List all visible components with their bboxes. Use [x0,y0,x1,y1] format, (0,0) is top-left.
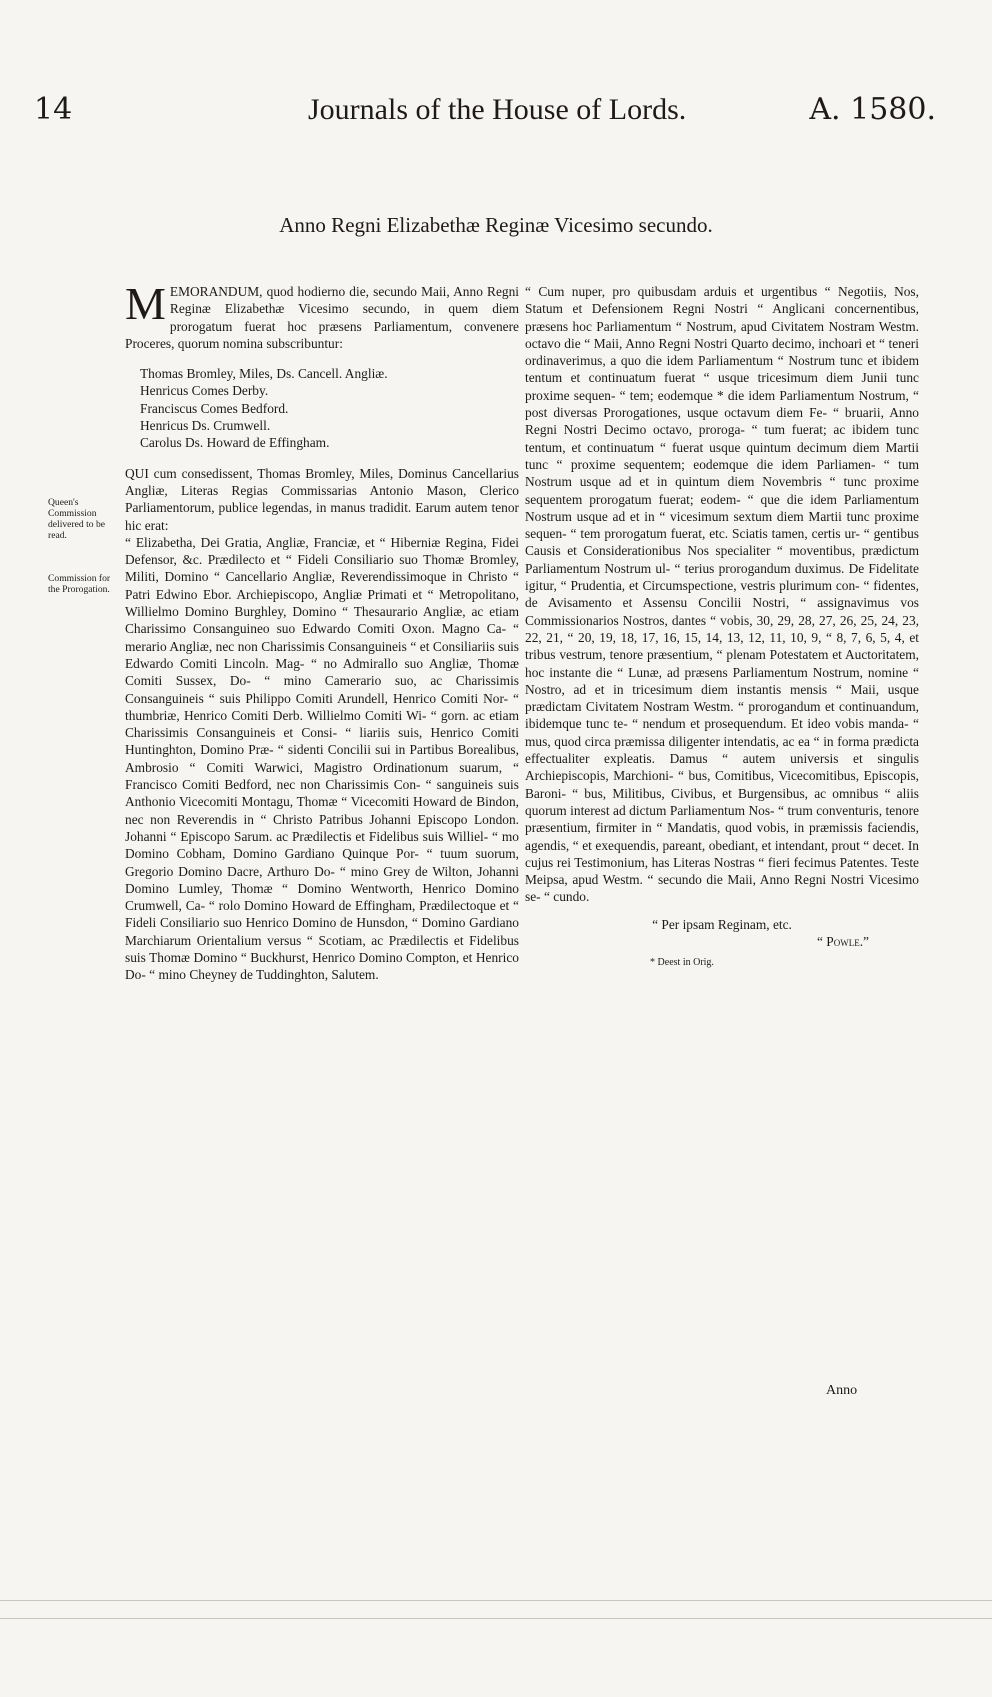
attendee-name: Franciscus Comes Bedford. [140,400,289,416]
qui-paragraph: QUI cum consedissent, Thomas Bromley, Miles, Dominus Cancellarius Angliæ, Literas Regias Commissarias Antonio Mason, Clerico Parliamentorum, publice legendas, in manus tradidit. Earum autem tenor hic erat: [125,465,519,533]
memorandum-paragraph [125,278,519,352]
section-heading: Anno Regni Elizabethæ Reginæ Vicesimo secundo. [279,213,713,237]
attendee-name: Thomas Bromley, Miles, Ds. Cancell. Angliæ. [140,366,388,382]
page-number: 14 [34,92,73,127]
running-title: Journals of the House of Lords. [308,93,687,126]
attendee-name: Carolus Ds. Howard de Effingham. [140,435,330,451]
right-column [525,283,919,972]
signature-line: “ Per ipsam Reginam, etc. [652,916,792,932]
left-column [125,278,519,984]
signature-name: “ Powle.” [816,933,869,949]
page-edge-rule [0,1618,992,1619]
memorandum-text: EMORANDUM, quod hodierno die, secundo Maii, Anno Regni Reginæ Elizabethæ Vicesimo secundo, in quem diem prorogatum fuerat hoc præsens Parliamentum, convenere Proceres, quorum nomina subscribuntur: [125,284,519,351]
page-edge-rule [0,1600,992,1601]
catchword: Anno [826,1383,858,1398]
margin-note-commission-read: Queen's Commission delivered to be read. [48,497,106,541]
footnote: * Deest in Orig. [650,957,714,969]
drop-cap: M [125,278,166,329]
attendee-name: Henricus Comes Derby. [140,383,269,399]
margin-note-commission-prorogation: Commission for the Prorogation. [48,573,111,595]
commission-text-right: “ Cum nuper, pro quibusdam arduis et urgentibus “ Negotiis, Nos, Statum et Defensionem Regni Nostri “ Anglicani concernentibus, præsens hoc Parliamentum “ Nostrum, apud Civitatem Nostram Westm. octavo die “ Maii, Anno Regni Nostri Quarto decimo, inchoari et “ teneri ordinaverimus, a quo die idem Parliamentum “ Nostrum tunc et ibidem tentum et continuatum fuerat “ usque tricesimum diem Junii tunc proxime sequen- “ tem; eodemque * die idem Parliamentum Nostrum, “ post diversas Prorogationes, usque octavum diem Fe- “ bruarii, Anno Regni Nostri Decimo octavo, proroga- “ tum fuerat; ac ibidem tunc tentum, et continuatum “ fuerat usque quintum decimum diem Martii tunc “ proxime sequentem; eodemque die idem Parliamen- “ tum Nostrum usque ad et in quintum diem Novembris “ tunc proxime sequentem prorogatum fuerat; eodem- “ que die idem Parliamentum Nostrum usque ad et in “ vicesimum sextum diem Martii tunc proxime sequen- “ tem prorogatum fuerat, etc. Sciatis tamen, certis ur- “ gentibus Causis et Considerationibus Nos specialiter “ moventibus, prædictum Parliamentum Nostrum ul- “ terius prorogandum duximus. De Fidelitate igitur, “ Prudentia, et Circumspectione, vestris plurimum con- “ fidentes, de Avisamento et Assensu Concilii Nostri, “ assignavimus vos Commissionarios Nostros, dantes “ vobis, 30, 29, 28, 27, 26, 25, 24, 23, 22, 21, “ 20, 19, 18, 17, 16, 15, 14, 13, 12, 11, 10, 9, “ 8, 7, 6, 5, 4, et tribus vestrum, tenore præsentium, “ plenam Potestatem et Auctoritatem, hoc instante die “ Lunæ, ad præsens Parliamentum Nostrum, nomine “ Nostro, ad et in tricesimum diem instantis mensis “ Maii, usque prædictam Civitatem Nostram Westm. “ prorogandum et continuandum, ibidemque tunc te- “ nendum et prosequendum. Et ideo vobis manda- “ mus, quod circa præmissa diligenter intendatis, ac ea “ in forma prædicta effectualiter expleatis. Damus “ autem universis et singulis Archiepiscopis, Marchioni- “ bus, Comitibus, Vicecomitibus, Episcopis, Baroni- “ bus, Militibus, Civibus, et Burgensibus, ac omnibus “ aliis quorum interest ad dictum Parliamentum Nos- “ trum conventuris, tenore præsentium, firmiter in “ Mandatis, quod vobis, in præmissis faciendis, agendis, “ et exequendis, pareant, obediant, et intendant, prout “ decet. In cujus rei Testimonium, has Literas Nostras “ fieri fecimus Patentes. Teste Meipsa, apud Westm. “ secundo die Maii, Anno Regni Nostri Vicesimo se- “ cundo. [525,284,919,905]
attendee-name: Henricus Ds. Crumwell. [140,418,271,434]
commission-text-left: “ Elizabetha, Dei Gratia, Angliæ, Franciæ, et “ Hiberniæ Regina, Fidei Defensor, &c. Prædilecto et “ Fideli Consiliario suo Thomæ Bromley, Militi, Domino “ Cancellario Angliæ, Reverendissimoque in Christo “ Patri Edwino Ebor. Archiepiscopo, Angliæ Primati et “ Metropolitano, Willielmo Domino Burghley, Domino “ Thesaurario Angliæ, ac etiam Charissimo Consanguineo suo Edwardo Comiti Oxon. Magno Ca- “ merario Angliæ, nec non Charissimis Consanguineis “ et Consiliariis suis Edwardo Comiti Lincoln. Mag- “ no Admirallo suo Angliæ, Thomæ Comiti Sussex, Do- “ mino Camerario suo, ac Charissimis Consanguineis “ suis Philippo Comiti Arundell, Henrico Comiti Nor- “ thumbriæ, Henrico Comiti Derb. Willielmo Comiti Wi- “ gorn. ac etiam Charissimis Consanguineis et Consi- “ liariis suis, Henrico Comiti Huntinghton, Domino Præ- “ sidenti Concilii sui in Partibus Borealibus, Ambrosio “ Comiti Warwici, Magistro Ordinationum suarum, “ Francisco Comiti Bedford, nec non Charissimis Con- “ sanguineis suis Anthonio Vicecomiti Montagu, Thomæ “ Vicecomiti Howard de Bindon, nec non Reverendis in “ Christo Patribus Johanni Episcopo London. Johanni “ Episcopo Sarum. ac Prædilectis et Fidelibus suis Williel- “ mo Domino Cobham, Domino Gardiano Quinque Por- “ tuum suorum, Gregorio Domino Dacre, Arthuro Do- “ mino Grey de Wilton, Johanni Domino Lumley, Thomæ “ Domino Wentworth, Henrico Domino Crumwell, Ca- “ rolo Domino Howard de Effingham, Prædilectoque et “ Fideli Consiliario suo Henrico Domino de Hunsdon, “ Domino Gardiano Marchiarum Orientalium versus “ Scotiam, ac Prædilectis et Fidelibus suis Thomæ Domino “ Buckhurst, Henrico Domino Compton, et Henrico Do- “ mino Cheyney de Tuddinghton, Salutem. [125,534,519,983]
attendee-list [140,365,519,451]
page-year: A. 1580. [809,92,936,127]
